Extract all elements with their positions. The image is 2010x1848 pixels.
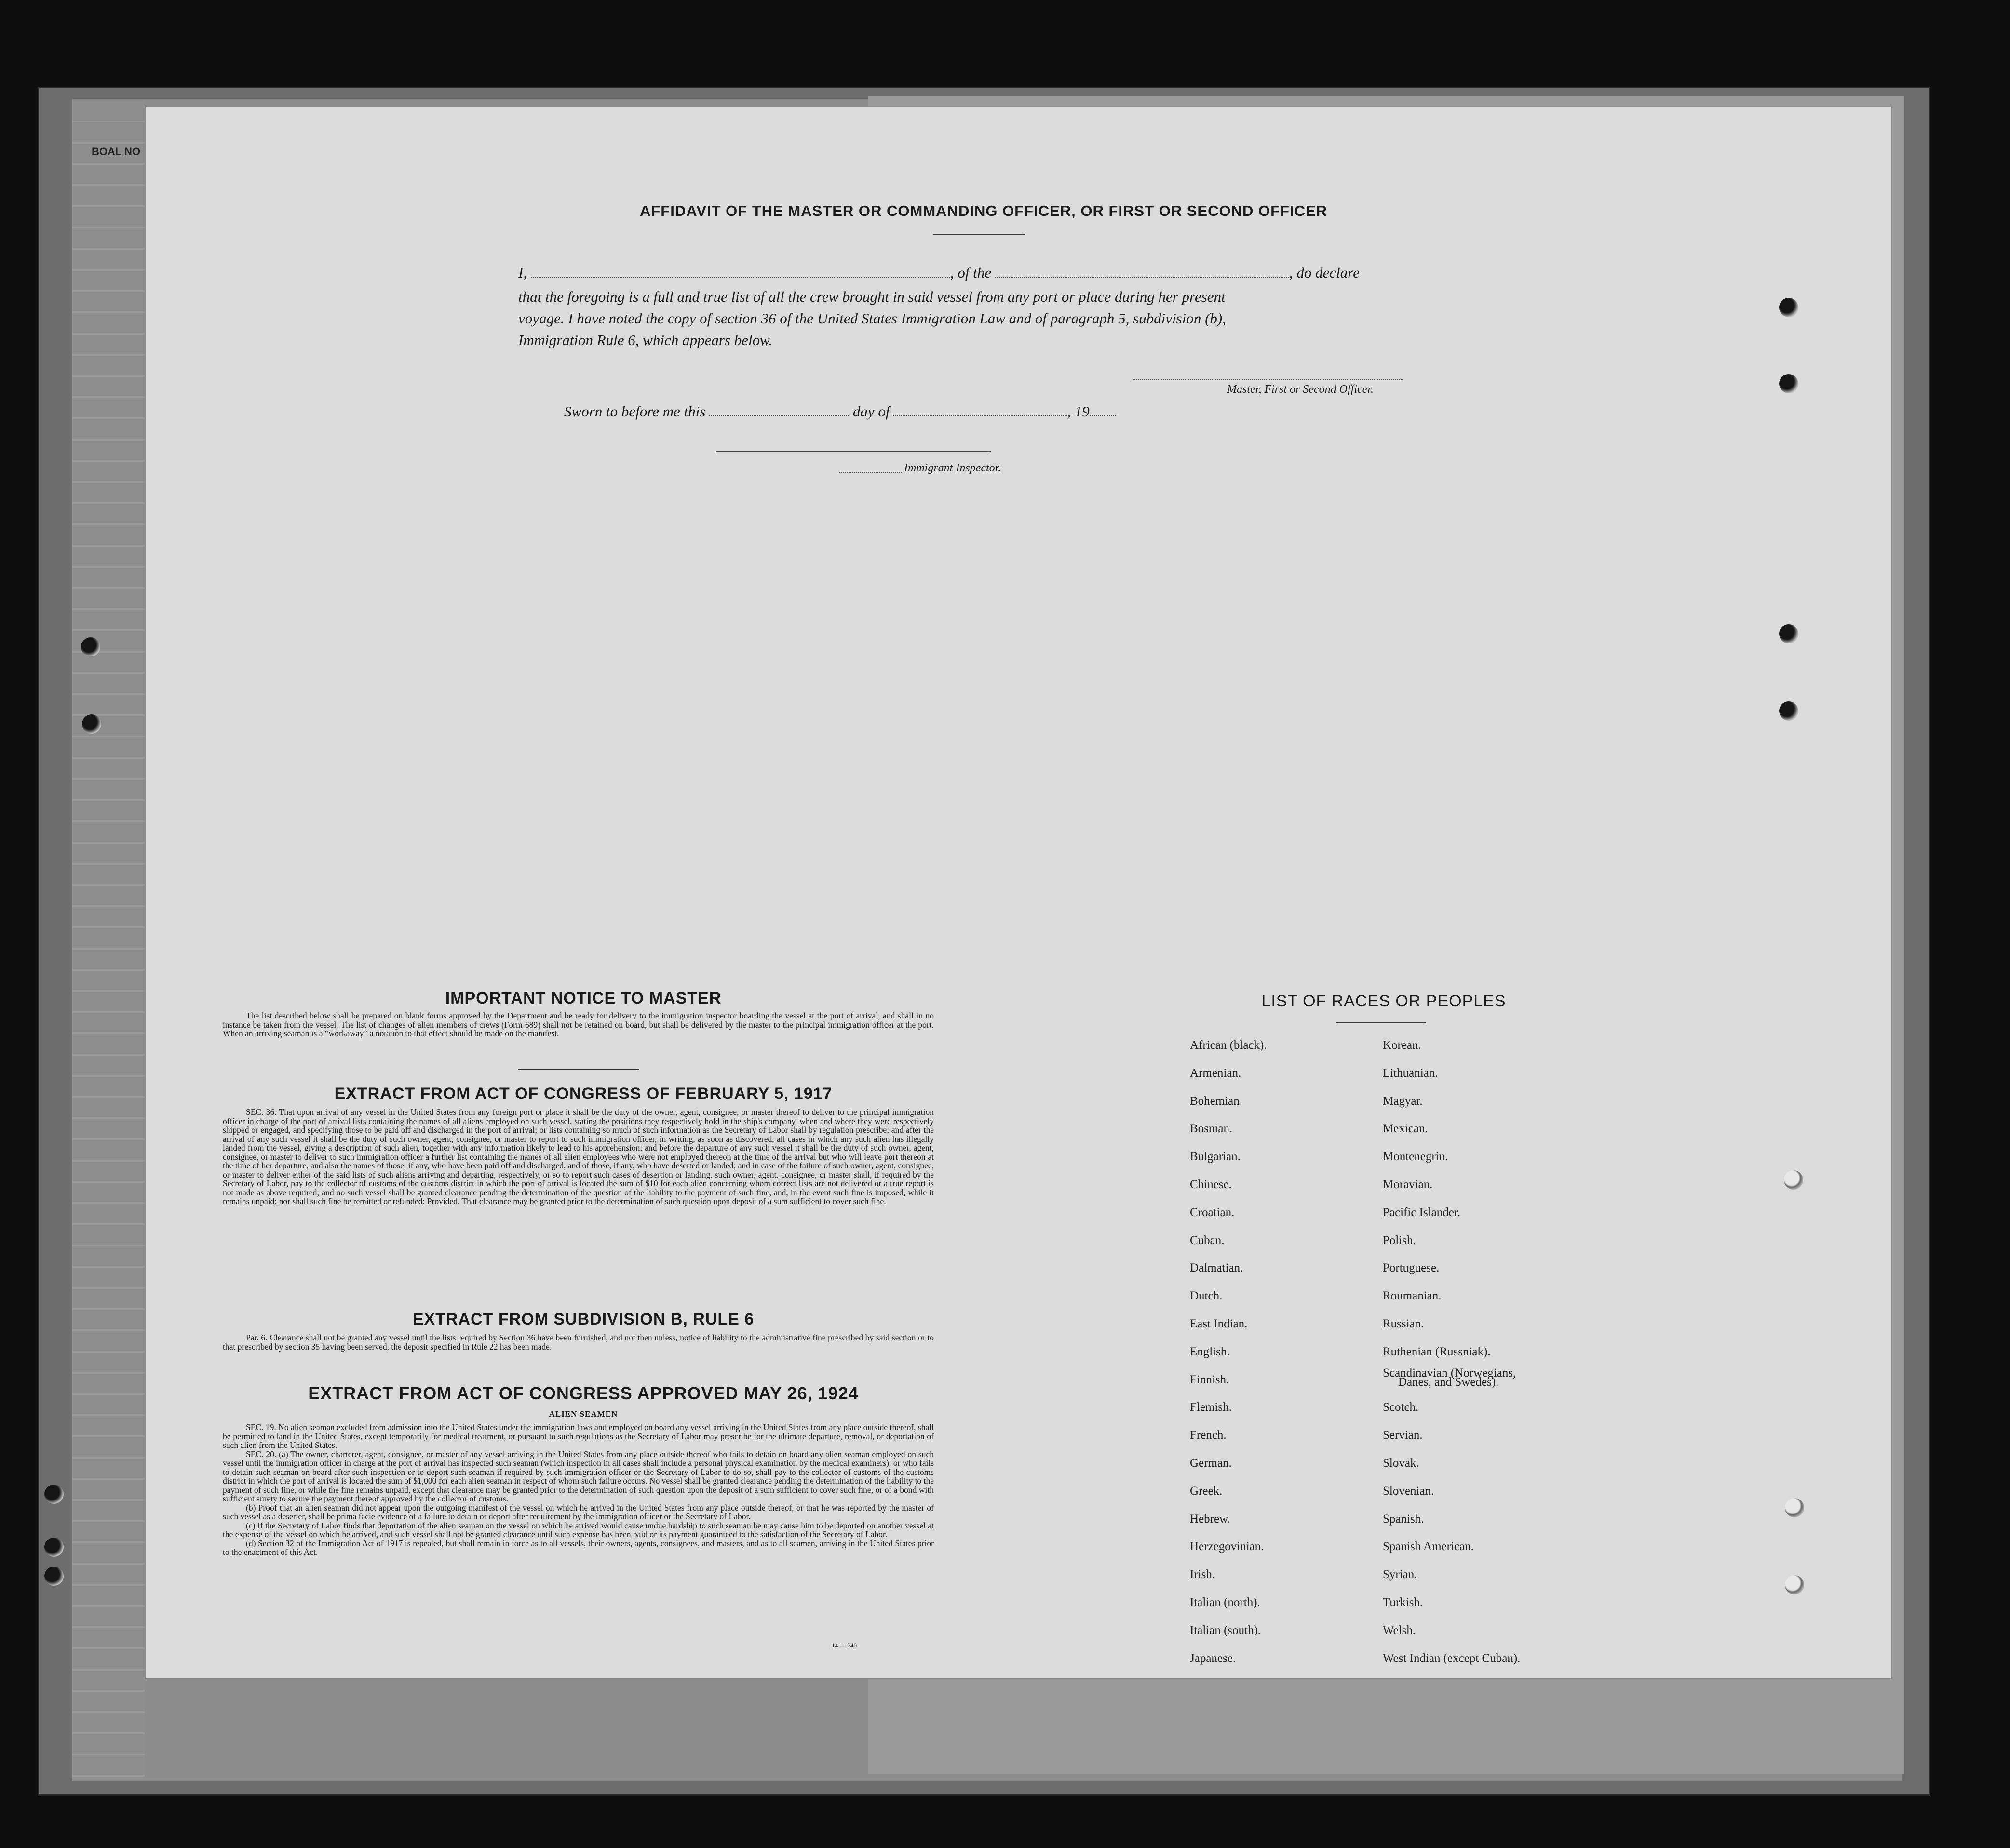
margin-label: BOAL NO [92, 146, 141, 158]
inspector-signature-line[interactable] [716, 451, 991, 452]
race-item: Moravian. [1383, 1178, 1433, 1191]
notice-text [223, 1011, 934, 1038]
punch-hole [1779, 624, 1798, 643]
inspector-caption: Immigrant Inspector. [904, 462, 1001, 474]
extract-1917-title: EXTRACT FROM ACT OF CONGRESS OF FEBRUARY 5, 1917 [334, 1085, 833, 1103]
race-item: Japanese. [1190, 1651, 1236, 1665]
race-item: Slovak. [1383, 1457, 1419, 1470]
race-item: Armenian. [1190, 1066, 1241, 1080]
race-item: Croatian. [1190, 1205, 1235, 1219]
sec20b-body: (b) Proof that an alien seaman did not appear upon the outgoing manifest of the vessel on which he arrived in the United States from any place outside thereof, or that he was reported by the master of such vessel as a deserter, shall be prima facie evidence of a failure to detain or deport after requirement by the immigration officer or the Secretary of Labor. [223, 1502, 934, 1521]
race-item: Bohemian. [1190, 1094, 1243, 1108]
extract-rule6-title: EXTRACT FROM SUBDIVISION B, RULE 6 [412, 1310, 755, 1328]
extract-1924-title: EXTRACT FROM ACT OF CONGRESS APPROVED MAY 26, 1924 [308, 1383, 859, 1403]
affidavit-line-4: Immigration Rule 6, which appears below. [518, 332, 773, 348]
punch-hole [1785, 1575, 1804, 1594]
race-item: Portuguese. [1383, 1261, 1440, 1275]
race-item: African (black). [1190, 1039, 1267, 1052]
punch-hole [1784, 1170, 1803, 1190]
race-item: West Indian (except Cuban). [1383, 1651, 1521, 1665]
sworn-line [564, 404, 1191, 419]
race-item-continued: Danes, and Swedes). [1398, 1376, 1499, 1389]
year-blank[interactable] [1090, 406, 1116, 416]
divider [518, 1069, 639, 1070]
race-item: Korean. [1383, 1039, 1421, 1052]
race-item: Dutch. [1190, 1289, 1223, 1303]
race-item: German. [1190, 1457, 1232, 1470]
sec20b [223, 1503, 934, 1521]
race-item: Scandinavian (Norwegians, [1383, 1366, 1516, 1379]
races-title: LIST OF RACES OR PEOPLES [1261, 992, 1506, 1010]
race-item: Hebrew. [1190, 1512, 1230, 1526]
affidavit-line-3: voyage. I have noted the copy of section 36 of the United States Immigration Law and of paragraph 5, subdivision (b), [518, 310, 1226, 327]
sec19-body: SEC. 19. No alien seaman excluded from admission into the United States under the immigration laws and employed on board any vessel arriving in the United States from any place outside thereof, shall be permitted to land in the United States, except temporarily for medical treatment, or pursuant to such regulations as the Secretary of Labor may prescribe for the ultimate departure, removal, or deportation of such alien from the United States. [223, 1422, 934, 1450]
sworn-text: Sworn to before me this [564, 403, 706, 420]
punch-hole [82, 714, 101, 734]
punch-hole [44, 1538, 64, 1557]
race-item: Syrian. [1383, 1568, 1417, 1581]
punch-hole [1779, 701, 1798, 721]
race-item: Lithuanian. [1383, 1066, 1438, 1080]
race-item: East Indian. [1190, 1317, 1248, 1330]
race-item: Welsh. [1383, 1623, 1416, 1637]
extract-rule6-body: Par. 6. Clearance shall not be granted any vessel until the lists required by Section 36 have been furnished, and not then unless, notice of liability to the administrative fine prescribed by said section or to that prescribed by section 35 having been served, the deposit specified in Rule 22 has been made. [223, 1333, 934, 1352]
affidavit-text: I, [518, 264, 527, 281]
sec20c-body: (c) If the Secretary of Labor finds that deportation of the alien seaman on the vessel on which he arrived would cause undue hardship to such seaman he may cause him to be deported on another vessel at the expense of the vessel on which he arrived, and such vessel shall not be granted clearance until such expense has been paid or its payment guaranteed to the satisfaction of the Secretary of Labor. [223, 1520, 934, 1539]
punch-hole [1785, 1498, 1804, 1517]
race-item: Italian (south). [1190, 1623, 1261, 1637]
race-item: Italian (north). [1190, 1596, 1260, 1609]
page-edge-strip [72, 101, 145, 1779]
affidavit-text: , do declare [1289, 264, 1360, 281]
race-item: Scotch. [1383, 1401, 1419, 1414]
form-number: 14—1240 [832, 1642, 857, 1649]
inspector-dotted [839, 472, 902, 473]
punch-hole [1779, 298, 1798, 317]
sec20a [223, 1450, 934, 1503]
race-item: Turkish. [1383, 1596, 1423, 1609]
extract-1917-text [223, 1108, 934, 1206]
race-item: Chinese. [1190, 1178, 1232, 1191]
race-item: Herzegovinian. [1190, 1540, 1264, 1553]
affidavit-line-2: that the foregoing is a full and true list of all the crew brought in said vessel from any port or place during her present [518, 288, 1226, 305]
race-item: Cuban. [1190, 1233, 1225, 1247]
race-item: Flemish. [1190, 1401, 1232, 1414]
divider [933, 234, 1025, 235]
race-item: Bulgarian. [1190, 1150, 1241, 1164]
race-item: Greek. [1190, 1484, 1223, 1498]
sworn-text: day of [852, 403, 890, 420]
extract-1924-text [223, 1423, 934, 1557]
race-item: Montenegrin. [1383, 1150, 1448, 1164]
affidavit-title: AFFIDAVIT OF THE MASTER OR COMMANDING OFFICER, OR FIRST OR SECOND OFFICER [639, 202, 1328, 219]
punch-hole [44, 1485, 64, 1504]
extract-rule6-text [223, 1333, 934, 1351]
race-item: English. [1190, 1345, 1230, 1358]
race-item: Ruthenian (Russniak). [1383, 1345, 1491, 1358]
notice-body: The list described below shall be prepared on blank forms approved by the Department and be ready for delivery to the immigration inspector boarding the vessel at the port of arrival, and shall in no instance be taken from the vessel. The list of changes of alien members of crews (Form 689) shall not be retained on board, but shall be delivered by the master to the principal immigration officer at the port. When an arriving seaman is a “workaway” a notation to that effect should be made on the manifest. [223, 1011, 934, 1038]
race-item: Servian. [1383, 1429, 1423, 1442]
race-item: Magyar. [1383, 1094, 1423, 1108]
race-item: Spanish American. [1383, 1540, 1474, 1553]
sec20d-body: (d) Section 32 of the Immigration Act of 1917 is repealed, but shall remain in force as to all vessels, their owners, agents, consignees, and masters, and as to all seamen, arriving in the United States prior to the enactment of this Act. [223, 1538, 934, 1557]
sec20d [223, 1539, 934, 1557]
punch-hole [81, 637, 100, 656]
master-caption: Master, First or Second Officer. [1227, 383, 1374, 396]
notice-title: IMPORTANT NOTICE TO MASTER [445, 989, 722, 1007]
vessel-blank[interactable] [995, 267, 1289, 278]
race-item: Roumanian. [1383, 1289, 1442, 1303]
sec20c [223, 1521, 934, 1539]
race-item: Russian. [1383, 1317, 1424, 1330]
sworn-text: , 19 [1067, 403, 1090, 420]
affidavit-text: , of the [950, 264, 992, 281]
race-item: Finnish. [1190, 1373, 1229, 1386]
divider [1336, 1022, 1426, 1023]
affidavit-line-1 [518, 265, 1444, 280]
month-blank[interactable] [893, 406, 1067, 416]
sec20a-body: SEC. 20. (a) The owner, charterer, agent, consignee, or master of any vessel arriving in the United States from any place outside thereof who fails to detain on board any alien seaman employed on such vessel until the immigration officer in charge at the port of arrival has inspected such seaman (which inspection in all cases shall include a personal physical examination by the medical examiners), or who fails to detain such seaman on board after such inspection or to deport such seaman if required by such immigration officer or the Secretary of Labor to do so, shall pay to the collector of customs of the customs district in which the port of arrival is located the sum of $1,000 for each alien seaman in respect of whom such failure occurs. No vessel shall be granted clearance pending the determination of the liability to the payment of such fine, or while the fine remains unpaid, except that clearance may be granted prior to the determination of such question upon the deposit of a sum sufficient to cover such fine, or of a bond with sufficient surety to secure the payment thereof approved by the collector of customs. [223, 1449, 934, 1503]
race-item: Polish. [1383, 1233, 1416, 1247]
sec19 [223, 1423, 934, 1450]
race-item: Slovenian. [1383, 1484, 1434, 1498]
alien-seamen-subtitle: ALIEN SEAMEN [549, 1409, 618, 1419]
day-blank[interactable] [709, 406, 849, 416]
race-item: Dalmatian. [1190, 1261, 1243, 1275]
master-signature-line[interactable] [1133, 379, 1403, 380]
name-blank[interactable] [531, 267, 950, 278]
race-item: French. [1190, 1429, 1227, 1442]
race-item: Irish. [1190, 1568, 1215, 1581]
punch-hole [1779, 374, 1798, 393]
race-item: Pacific Islander. [1383, 1205, 1461, 1219]
race-item: Bosnian. [1190, 1122, 1233, 1136]
extract-1917-body: SEC. 36. That upon arrival of any vessel in the United States from any foreign port or place it shall be the duty of the owner, agent, consignee, or master thereof to deliver to the principal immigration officer in charge of the port of arrival lists containing the names of all aliens employed on such vessel, stating the positions they respectively hold in the ship's company, when and where they were respectively shipped or engaged, and specifying those to be paid off and discharged in the port of arrival; or lists containing so much of such information as the Secretary of Labor shall by regulation prescribe; and after the arrival of any such vessel it shall be the duty of such owner, agent, consignee, or master to report to such immigration officer, in writing, as soon as discovered, all cases in which any such alien has illegally landed from the vessel, giving a description of such alien, together with any information likely to lead to his apprehension; and before the departure of any such vessel it shall be the duty of such owner, agent, consignee, or master to deliver to such immigration officer a further list containing the names of all alien employees who were not employed thereon at the time of the arrival but who will leave port thereon at the time of her departure, and also the names of those, if any, who have been paid off and discharged, and of those, if any, who have deserted or landed; and in case of the failure of such owner, agent, consignee, or master to deliver either of the said lists of such aliens arriving and departing, respectively, or so to report such cases of desertion or landing, such owner, agent, consignee, or master shall, if required by the Secretary of Labor, pay to the collector of customs of the customs district in which the port of arrival is located the sum of $10 for each alien concerning whom correct lists are not delivered or a true report is not made as above required; and no such vessel shall be granted clearance pending the determination of the question of the liability to the payment of such fine, and, in the event such fine is imposed, while it remains unpaid; nor shall such fine be remitted or refunded: Provided, That clearance may be granted prior to the determination of such question upon deposit of a sum sufficient to cover such fine. [223, 1107, 934, 1206]
punch-hole [44, 1567, 64, 1586]
race-item: Mexican. [1383, 1122, 1428, 1136]
race-item: Spanish. [1383, 1512, 1424, 1526]
